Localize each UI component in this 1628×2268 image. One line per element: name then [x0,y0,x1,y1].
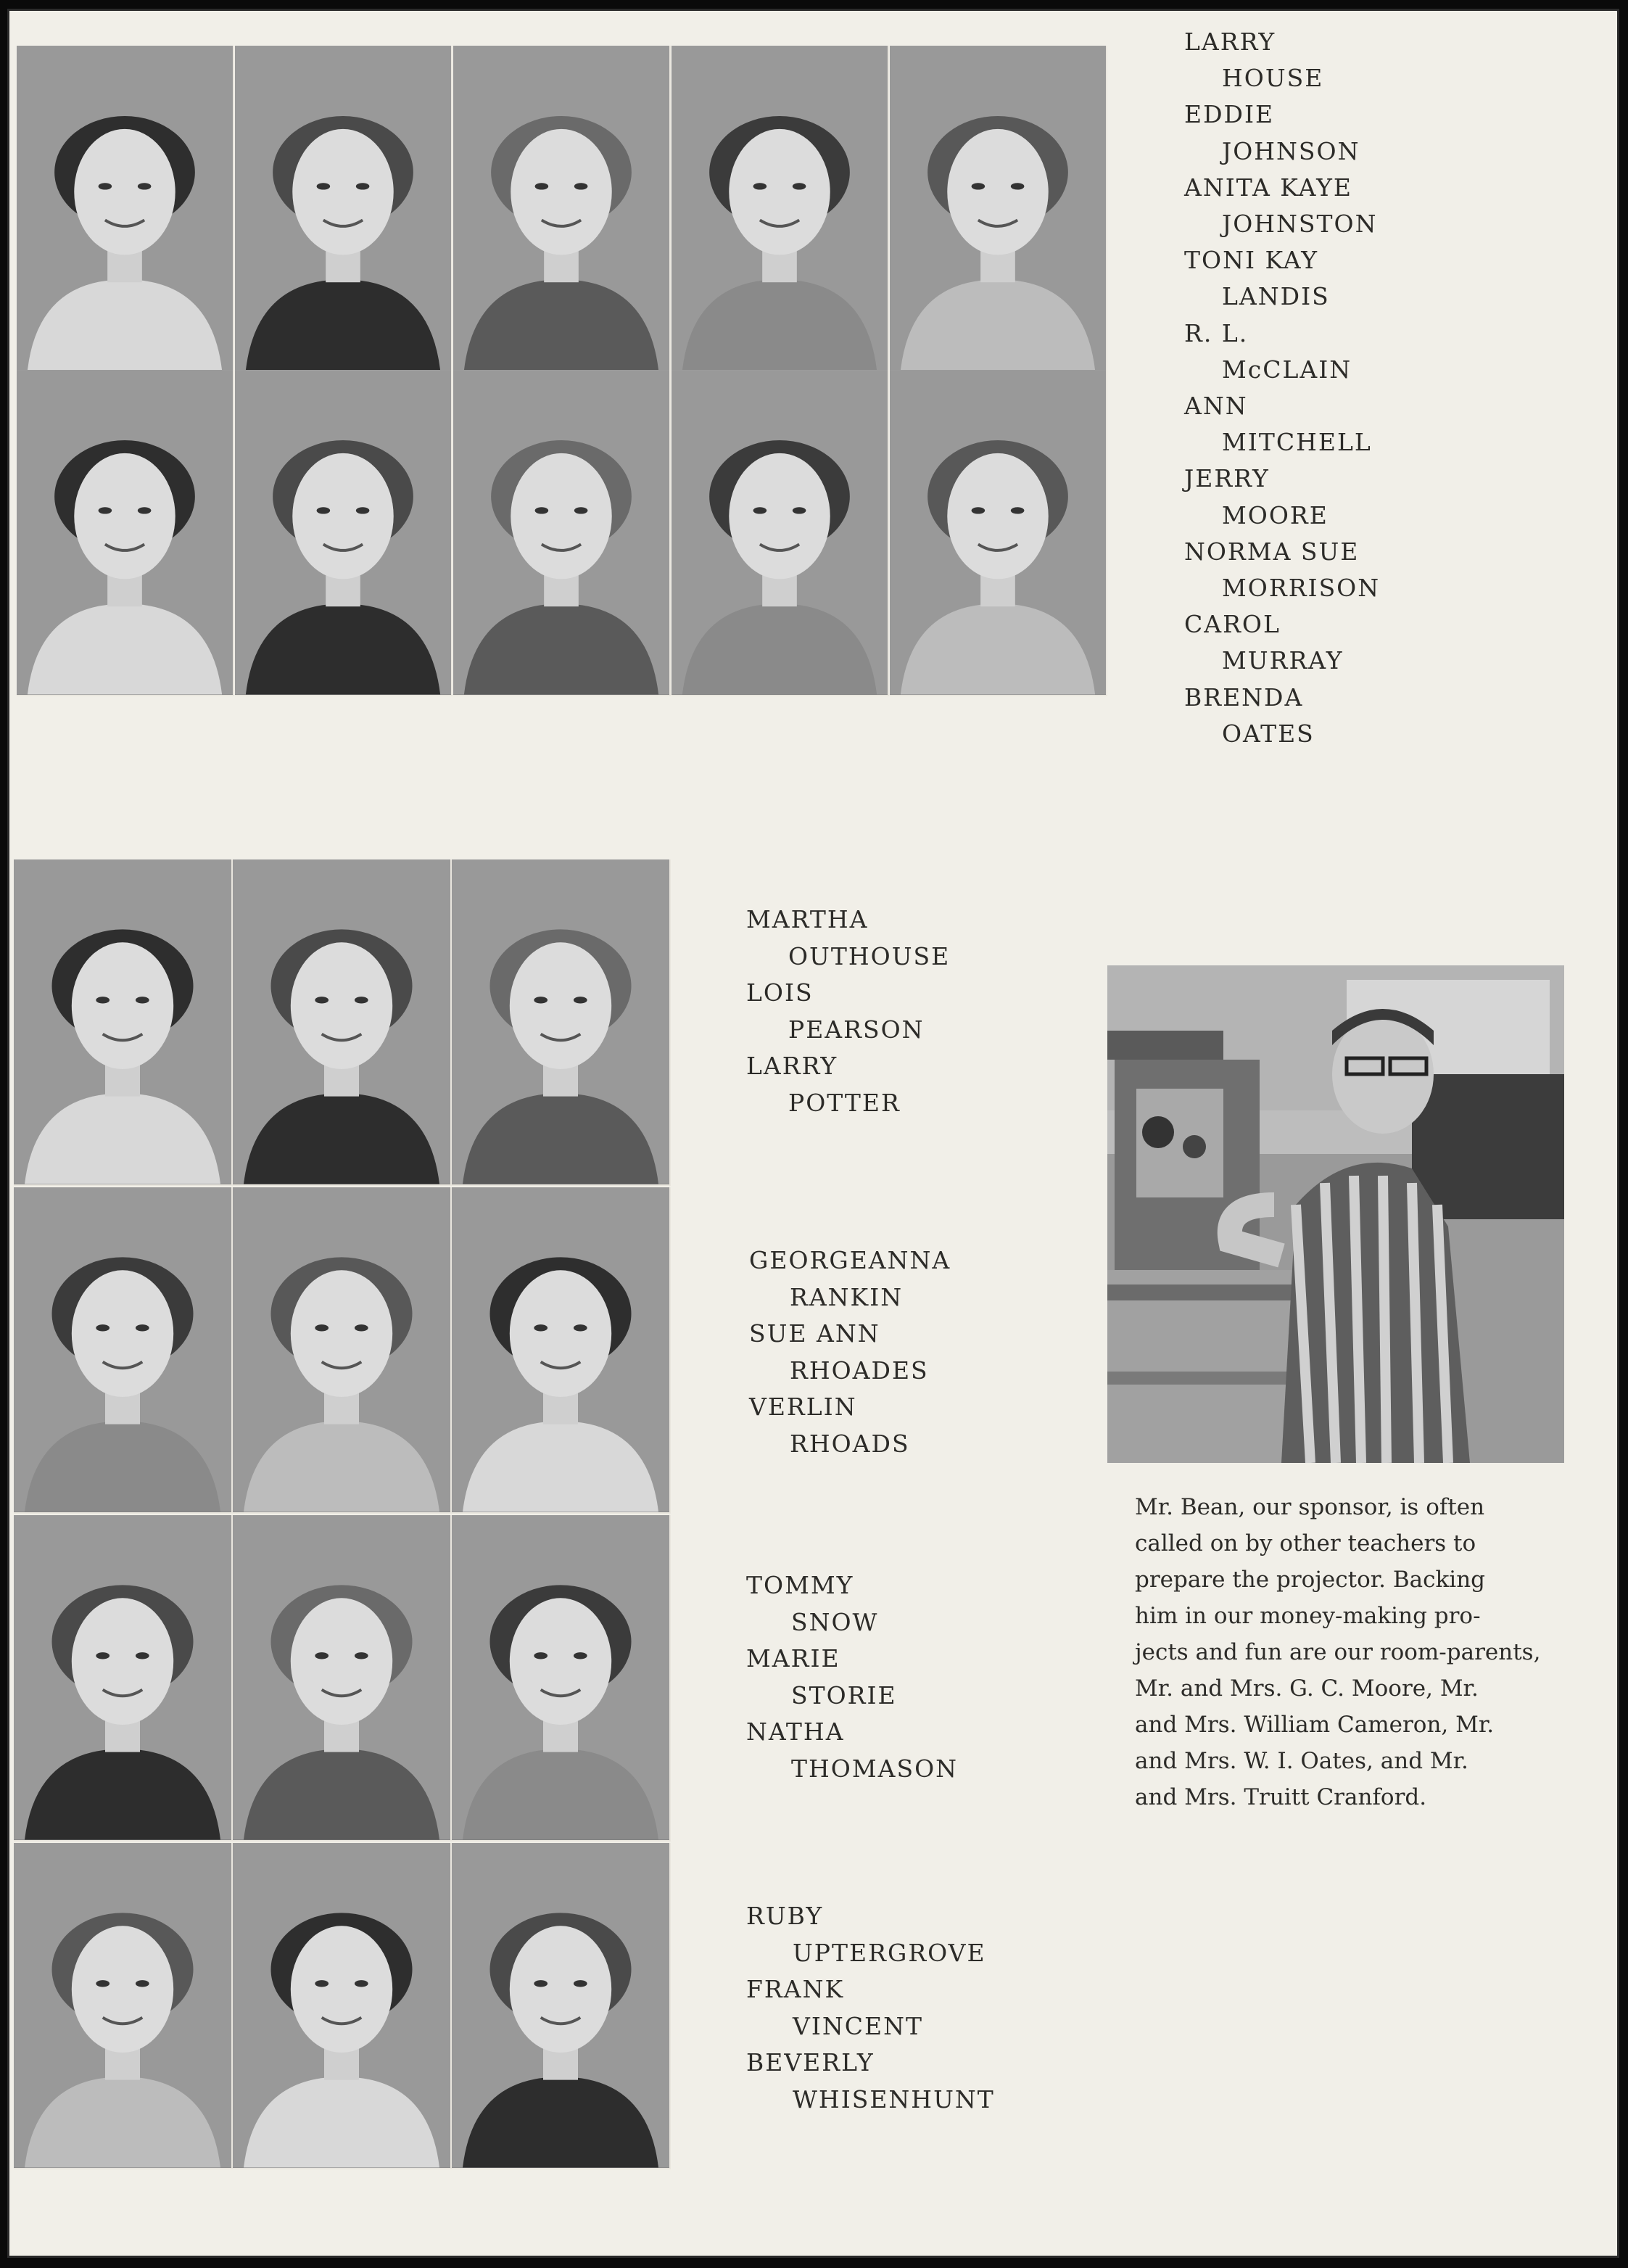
first-name: GEORGEANNA [749,1246,951,1274]
lower-grid-photo [14,1515,233,1842]
last-name: RANKIN [790,1282,904,1311]
lower-grid-photo [452,1187,671,1514]
lower-grid-photo [14,1187,233,1514]
lower-grid-photo [14,859,233,1186]
lower-grid-photo [452,859,671,1186]
last-name: JOHNSTON [1222,210,1378,238]
caption-line: prepare the projector. Backing [1135,1567,1485,1593]
caption-line: and Mrs. W. I. Oates, and Mr. [1135,1748,1468,1774]
caption-line: Mr. and Mrs. G. C. Moore, Mr. [1135,1675,1479,1702]
last-name: MURRAY [1222,646,1344,675]
lower-grid-photo [233,1515,452,1842]
caption-line: jects and fun are our room-parents, [1135,1639,1541,1665]
caption-line: and Mrs. Truitt Cranford. [1135,1784,1427,1810]
last-name: WHISENHUNT [793,2085,995,2114]
sponsor-photo [1107,965,1564,1463]
lower-grid-photo [233,1187,452,1514]
last-name: THOMASON [791,1754,959,1783]
first-name: TOMMY [746,1571,854,1599]
last-name: RHOADS [790,1429,910,1458]
last-name: VINCENT [793,2011,923,2040]
lower-grid-photo [452,1515,671,1842]
first-name: ANITA KAYE [1184,173,1352,202]
last-name: RHOADES [790,1356,929,1385]
caption-line: called on by other teachers to [1135,1530,1476,1556]
first-name: LARRY [1184,28,1276,56]
first-name: CAROL [1184,610,1281,639]
first-name: RUBY [746,1902,824,1930]
first-name: NORMA SUE [1184,537,1360,566]
last-name: MITCHELL [1222,428,1372,457]
caption-line: Mr. Bean, our sponsor, is often [1135,1494,1485,1520]
last-name: UPTERGROVE [793,1938,986,1967]
lower-grid-photo [233,859,452,1186]
lower-grid-photo [14,1843,233,2169]
last-name: JOHNSON [1222,136,1360,165]
first-name: MARIE [746,1644,840,1673]
top-grid-photo [235,46,453,372]
caption-line: him in our money-making pro- [1135,1603,1481,1629]
first-name: VERLIN [749,1393,857,1421]
top-grid-photo [235,370,453,696]
top-grid-photo [453,370,671,696]
last-name: HOUSE [1222,64,1324,93]
last-name: POTTER [788,1088,901,1117]
last-name: OUTHOUSE [788,941,951,970]
first-name: EDDIE [1184,100,1275,129]
top-grid-photo [890,370,1107,696]
first-name: TONI KAY [1184,246,1319,275]
first-name: JERRY [1184,464,1270,493]
first-name: NATHA [746,1718,845,1746]
yearbook-page [7,9,1619,2258]
top-grid-photo [890,46,1107,372]
last-name: McCLAIN [1222,355,1352,384]
last-name: MOORE [1222,500,1329,529]
sponsor-caption [1135,1489,1606,1815]
top-grid-photo [672,46,889,372]
top-grid-photo [453,46,671,372]
lower-grid-photo [233,1843,452,2169]
last-name: SNOW [791,1607,879,1636]
lower-grid-photo [452,1843,671,2169]
top-grid-photo [17,46,234,372]
top-grid-photo [17,370,234,696]
first-name: R. L. [1184,318,1249,347]
first-name: ANN [1184,392,1248,420]
first-name: LOIS [746,978,814,1007]
last-name: OATES [1222,719,1315,748]
first-name: LARRY [746,1052,838,1080]
last-name: STORIE [791,1681,897,1710]
last-name: LANDIS [1222,282,1330,311]
last-name: PEARSON [788,1015,925,1044]
top-grid-photo [672,370,889,696]
first-name: BEVERLY [746,2048,875,2077]
first-name: FRANK [746,1975,845,2003]
first-name: BRENDA [1184,683,1304,712]
first-name: SUE ANN [749,1319,880,1348]
first-name: MARTHA [746,905,869,933]
last-name: MORRISON [1222,574,1381,602]
caption-line: and Mrs. William Cameron, Mr. [1135,1712,1495,1738]
